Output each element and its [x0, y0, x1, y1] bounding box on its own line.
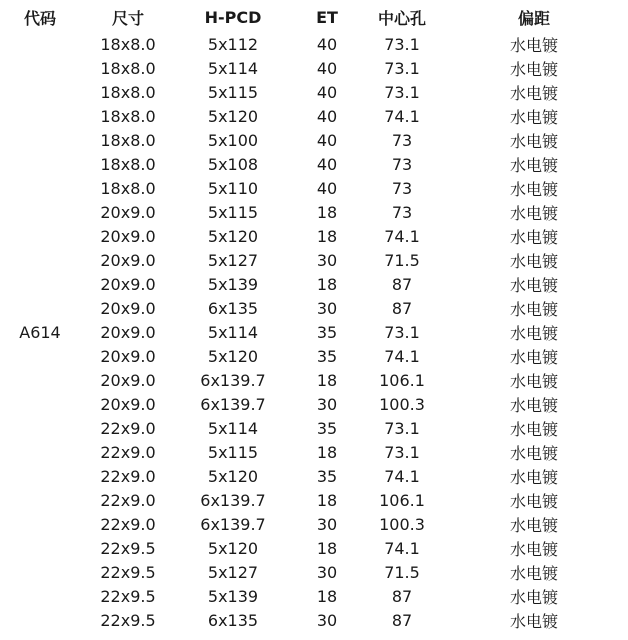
cell-finish: 水电镀	[509, 203, 558, 223]
table-row	[0, 560, 628, 584]
cell-size: 22x9.5	[100, 610, 156, 630]
cell-center-bore: 73.1	[384, 418, 420, 438]
cell-pcd: 5x120	[207, 346, 259, 366]
cell-finish: 水电镀	[509, 371, 558, 391]
cell-finish: 水电镀	[509, 155, 558, 175]
cell-et: 30	[316, 610, 338, 630]
table-row	[0, 80, 628, 104]
cell-finish: 水电镀	[509, 395, 558, 415]
cell-code: A614	[19, 322, 61, 342]
cell-center-bore: 106.1	[379, 370, 425, 390]
cell-pcd: 5x115	[207, 202, 259, 222]
cell-size: 20x9.0	[100, 226, 156, 246]
cell-finish: 水电镀	[509, 227, 558, 247]
cell-center-bore: 73.1	[384, 82, 420, 102]
table-row	[0, 536, 628, 560]
cell-finish: 水电镀	[509, 419, 558, 439]
table-row	[0, 488, 628, 512]
header-et: ET	[316, 7, 338, 27]
cell-pcd: 5x127	[207, 250, 259, 270]
cell-et: 40	[316, 130, 338, 150]
cell-size: 18x8.0	[100, 106, 156, 126]
cell-finish: 水电镀	[509, 563, 558, 583]
cell-et: 40	[316, 106, 338, 126]
table-row	[0, 104, 628, 128]
cell-et: 30	[316, 514, 338, 534]
cell-center-bore: 73.1	[384, 322, 420, 342]
cell-center-bore: 73	[391, 178, 413, 198]
cell-size: 22x9.0	[100, 514, 156, 534]
table-row	[0, 32, 628, 56]
cell-size: 18x8.0	[100, 178, 156, 198]
cell-center-bore: 71.5	[384, 250, 420, 270]
cell-center-bore: 71.5	[384, 562, 420, 582]
cell-center-bore: 87	[391, 298, 413, 318]
cell-size: 22x9.0	[100, 418, 156, 438]
cell-size: 22x9.0	[100, 442, 156, 462]
cell-finish: 水电镀	[509, 275, 558, 295]
cell-size: 18x8.0	[100, 154, 156, 174]
cell-size: 20x9.0	[100, 346, 156, 366]
cell-center-bore: 87	[391, 586, 413, 606]
cell-et: 18	[316, 442, 338, 462]
cell-pcd: 6x139.7	[200, 394, 266, 414]
cell-et: 40	[316, 82, 338, 102]
header-center-bore: 中心孔	[377, 8, 426, 28]
cell-pcd: 6x135	[207, 298, 259, 318]
cell-pcd: 5x112	[207, 34, 259, 54]
cell-et: 40	[316, 58, 338, 78]
cell-size: 20x9.0	[100, 298, 156, 318]
cell-et: 35	[316, 466, 338, 486]
cell-center-bore: 74.1	[384, 466, 420, 486]
cell-finish: 水电镀	[509, 131, 558, 151]
cell-pcd: 5x139	[207, 586, 259, 606]
cell-size: 22x9.0	[100, 490, 156, 510]
cell-finish: 水电镀	[509, 611, 558, 631]
cell-pcd: 5x115	[207, 82, 259, 102]
cell-pcd: 5x114	[207, 322, 259, 342]
cell-et: 30	[316, 562, 338, 582]
cell-finish: 水电镀	[509, 299, 558, 319]
cell-size: 20x9.0	[100, 370, 156, 390]
cell-size: 18x8.0	[100, 130, 156, 150]
cell-finish: 水电镀	[509, 179, 558, 199]
table-row	[0, 416, 628, 440]
cell-finish: 水电镀	[509, 59, 558, 79]
cell-center-bore: 106.1	[379, 490, 425, 510]
cell-pcd: 5x114	[207, 418, 259, 438]
cell-size: 22x9.5	[100, 562, 156, 582]
cell-et: 35	[316, 346, 338, 366]
cell-size: 22x9.0	[100, 466, 156, 486]
cell-pcd: 5x120	[207, 538, 259, 558]
table-row	[0, 320, 628, 344]
cell-center-bore: 73.1	[384, 442, 420, 462]
cell-pcd: 6x135	[207, 610, 259, 630]
cell-size: 20x9.0	[100, 322, 156, 342]
table-row	[0, 200, 628, 224]
cell-pcd: 5x108	[207, 154, 259, 174]
cell-pcd: 5x120	[207, 106, 259, 126]
cell-finish: 水电镀	[509, 491, 558, 511]
cell-center-bore: 73.1	[384, 58, 420, 78]
cell-et: 18	[316, 490, 338, 510]
cell-et: 18	[316, 202, 338, 222]
table-row	[0, 464, 628, 488]
cell-center-bore: 73	[391, 154, 413, 174]
cell-et: 18	[316, 538, 338, 558]
table-row	[0, 248, 628, 272]
cell-et: 18	[316, 586, 338, 606]
cell-size: 18x8.0	[100, 58, 156, 78]
cell-center-bore: 74.1	[384, 538, 420, 558]
cell-finish: 水电镀	[509, 539, 558, 559]
header-size: 尺寸	[111, 8, 144, 28]
cell-pcd: 5x120	[207, 226, 259, 246]
table-row	[0, 176, 628, 200]
cell-size: 22x9.5	[100, 586, 156, 606]
table-row	[0, 608, 628, 632]
cell-center-bore: 73.1	[384, 34, 420, 54]
cell-finish: 水电镀	[509, 587, 558, 607]
cell-et: 40	[316, 178, 338, 198]
header-offset: 偏距	[517, 8, 550, 28]
cell-center-bore: 87	[391, 610, 413, 630]
cell-center-bore: 74.1	[384, 226, 420, 246]
cell-et: 40	[316, 154, 338, 174]
table-row	[0, 152, 628, 176]
cell-center-bore: 100.3	[379, 394, 425, 414]
table-row	[0, 368, 628, 392]
cell-center-bore: 73	[391, 130, 413, 150]
cell-et: 18	[316, 370, 338, 390]
cell-et: 40	[316, 34, 338, 54]
cell-size: 20x9.0	[100, 394, 156, 414]
cell-finish: 水电镀	[509, 35, 558, 55]
cell-size: 20x9.0	[100, 202, 156, 222]
table-row	[0, 512, 628, 536]
cell-center-bore: 100.3	[379, 514, 425, 534]
cell-pcd: 5x115	[207, 442, 259, 462]
cell-finish: 水电镀	[509, 443, 558, 463]
cell-finish: 水电镀	[509, 515, 558, 535]
cell-pcd: 5x139	[207, 274, 259, 294]
cell-pcd: 6x139.7	[200, 370, 266, 390]
cell-pcd: 5x127	[207, 562, 259, 582]
cell-size: 22x9.5	[100, 538, 156, 558]
cell-et: 35	[316, 322, 338, 342]
table-row	[0, 296, 628, 320]
cell-et: 30	[316, 250, 338, 270]
cell-size: 18x8.0	[100, 82, 156, 102]
header-code: 代码	[23, 8, 56, 28]
cell-size: 20x9.0	[100, 274, 156, 294]
cell-pcd: 6x139.7	[200, 514, 266, 534]
cell-size: 20x9.0	[100, 250, 156, 270]
table-row	[0, 344, 628, 368]
table-row	[0, 392, 628, 416]
cell-finish: 水电镀	[509, 323, 558, 343]
cell-center-bore: 74.1	[384, 346, 420, 366]
cell-et: 18	[316, 226, 338, 246]
cell-center-bore: 74.1	[384, 106, 420, 126]
cell-pcd: 6x139.7	[200, 490, 266, 510]
table-row	[0, 128, 628, 152]
cell-size: 18x8.0	[100, 34, 156, 54]
table-header-row	[0, 2, 628, 32]
cell-finish: 水电镀	[509, 347, 558, 367]
cell-et: 18	[316, 274, 338, 294]
cell-center-bore: 87	[391, 274, 413, 294]
cell-pcd: 5x120	[207, 466, 259, 486]
table-row	[0, 584, 628, 608]
cell-pcd: 5x110	[207, 178, 259, 198]
cell-finish: 水电镀	[509, 251, 558, 271]
cell-et: 30	[316, 394, 338, 414]
cell-pcd: 5x114	[207, 58, 259, 78]
header-pcd: H-PCD	[204, 7, 262, 27]
cell-finish: 水电镀	[509, 83, 558, 103]
cell-finish: 水电镀	[509, 467, 558, 487]
cell-et: 35	[316, 418, 338, 438]
cell-finish: 水电镀	[509, 107, 558, 127]
table-row	[0, 440, 628, 464]
cell-center-bore: 73	[391, 202, 413, 222]
wheel-spec-table	[0, 2, 628, 632]
cell-et: 30	[316, 298, 338, 318]
cell-pcd: 5x100	[207, 130, 259, 150]
table-body	[0, 32, 628, 632]
table-row	[0, 224, 628, 248]
table-row	[0, 272, 628, 296]
table-row	[0, 56, 628, 80]
